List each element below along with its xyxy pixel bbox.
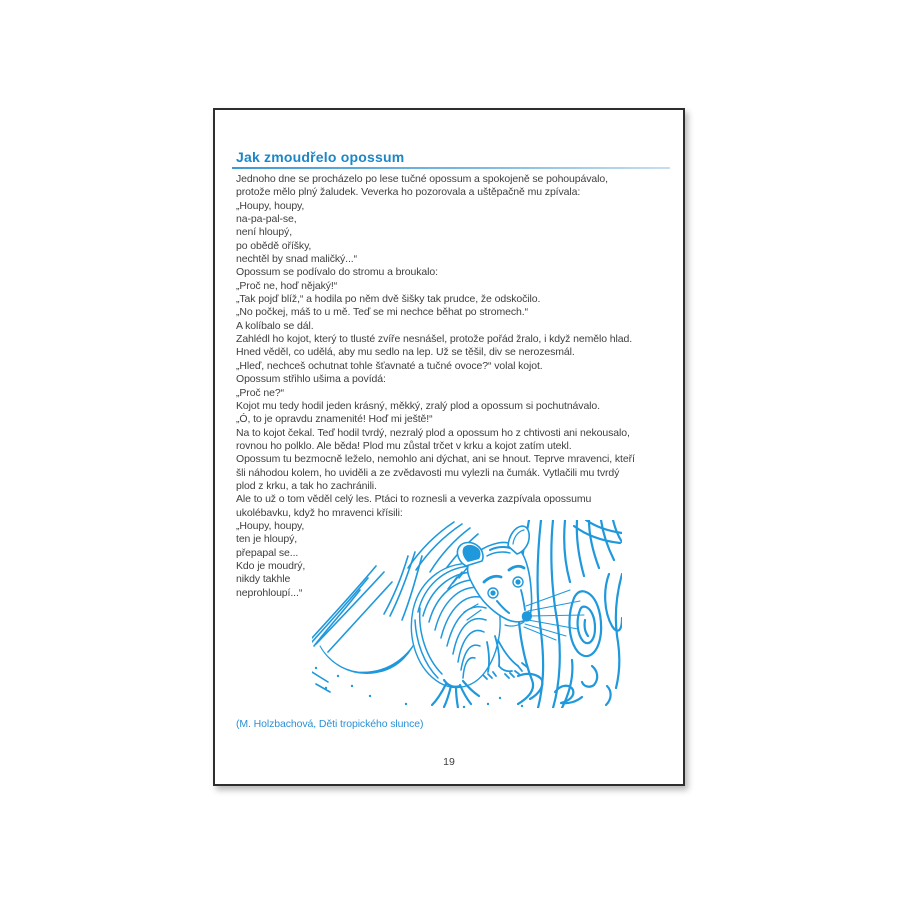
story-line: Hned věděl, co udělá, aby mu sedlo na lep. Už se těšil, div se nerozesmál. xyxy=(236,346,575,359)
story-line: „No počkej, máš to u mě. Teď se mi nechce běhat po stromech.“ xyxy=(236,306,528,319)
story-line: „Ó, to je opravdu znamenité! Hoď mi ještě!“ xyxy=(236,413,433,426)
story-line: Opossum tu bezmocně leželo, nemohlo ani dýchat, ani se hnout. Teprve mravenci, kteří xyxy=(236,453,635,466)
story-line: Ale to už o tom věděl celý les. Ptáci to roznesli a veverka zazpívala opossumu xyxy=(236,493,592,506)
story-line: nechtěl by snad maličký...“ xyxy=(236,253,358,266)
story-illustration xyxy=(312,520,622,708)
page-number: 19 xyxy=(443,756,455,768)
ground-speckles xyxy=(315,667,523,708)
poem-line: Kdo je moudrý, xyxy=(236,559,306,572)
poem-line: přepapal se... xyxy=(236,546,299,559)
poem-line: neprohloupí...“ xyxy=(236,586,303,599)
poem-line: „Houpy, houpy, xyxy=(236,519,305,532)
opossum-by-tree-drawing xyxy=(312,520,622,708)
opossum-figure-drawing xyxy=(315,526,584,708)
page-title: Jak zmoudřelo opossum xyxy=(236,149,405,165)
book-page xyxy=(213,108,685,786)
story-line: protože mělo plný žaludek. Veverka ho pozorovala a uštěpačně mu zpívala: xyxy=(236,186,581,199)
story-line: Kojot mu tedy hodil jeden krásný, měkký, zralý plod a opossum si pochutnávalo. xyxy=(236,399,600,412)
story-line: „Houpy, houpy, xyxy=(236,199,305,212)
story-line: „Tak pojď blíž,“ a hodila po něm dvě šišky tak prudce, že odskočilo. xyxy=(236,293,541,306)
source-citation: (M. Holzbachová, Děti tropického slunce) xyxy=(236,717,424,730)
story-line: A kolíbalo se dál. xyxy=(236,319,314,332)
story-line: Zahlédl ho kojot, který to tlusté zvíře nesnášel, protože pořád žralo, i když nemělo hlad. xyxy=(236,333,633,346)
story-line: „Proč ne?“ xyxy=(236,386,285,399)
story-line: po obědě oříšky, xyxy=(236,239,312,252)
opossum-tail xyxy=(320,628,422,673)
tree-trunk-drawing xyxy=(518,520,622,708)
story-line: Jednoho dne se procházelo po lese tučné opossum a spokojeně se pohoupávalo, xyxy=(236,173,608,185)
story-text xyxy=(236,173,658,731)
story-line: na-pa-pal-se, xyxy=(236,213,297,226)
story-line: plod z krku, a tak ho zachránili. xyxy=(236,479,377,492)
story-line: šli náhodou kolem, ho uviděli a ze zvědavosti mu vylezli na čumák. Vytlačili mu tvrdý xyxy=(236,466,620,479)
story-line: „Hleď, nechceš ochutnat tohle šťavnaté a tučné ovoce?“ volal kojot. xyxy=(236,359,543,372)
poem-line: ten je hloupý, xyxy=(236,533,298,546)
poem-line: nikdy takhle xyxy=(236,573,291,586)
title-underline xyxy=(232,167,670,169)
opossum-ear-right xyxy=(508,526,529,554)
story-line: ukolébavku, když ho mravenci křísili: xyxy=(236,506,403,519)
story-line: Na to kojot čekal. Teď hodil tvrdý, nezralý plod a opossum ho z chtivosti ani nekousalo, xyxy=(236,426,630,439)
story-line: Opossum střihlo ušima a povídá: xyxy=(236,373,386,386)
story-line: „Proč ne, hoď nějaký!“ xyxy=(236,279,338,292)
story-line: rovnou ho polklo. Ale běda! Plod mu zůstal trčet v krku a kojot zatím utekl. xyxy=(236,439,572,452)
story-line: není hloupý, xyxy=(236,226,293,239)
story-line: Opossum se podívalo do stromu a broukalo: xyxy=(236,266,438,279)
